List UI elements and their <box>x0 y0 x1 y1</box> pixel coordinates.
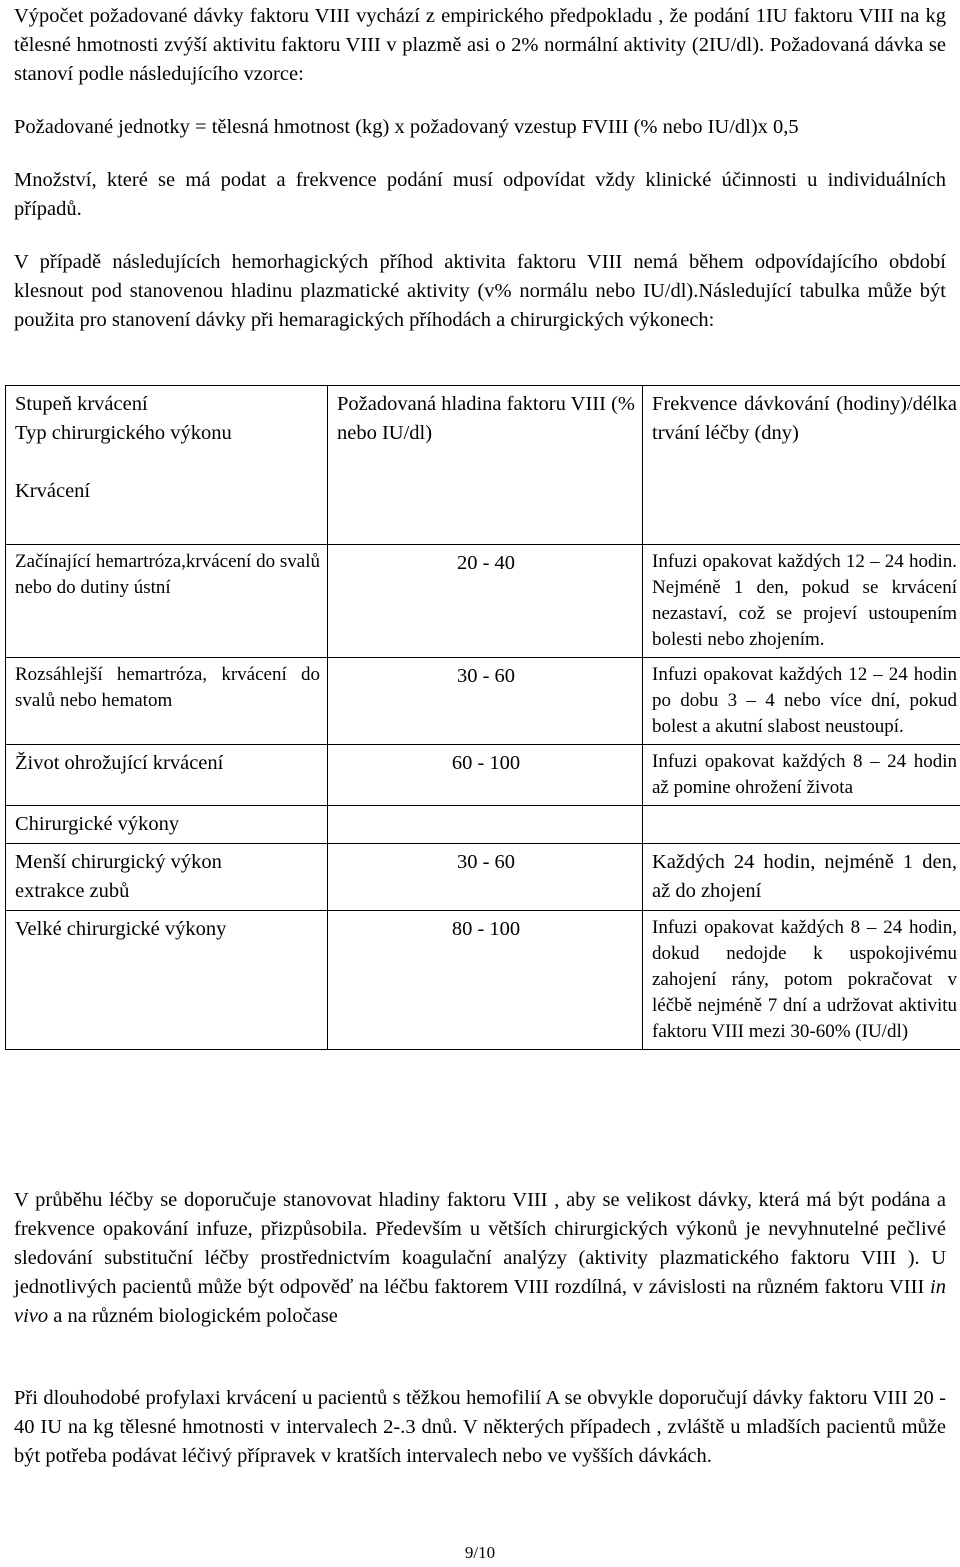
page-number: 9/10 <box>464 1543 496 1562</box>
table-row <box>6 658 960 745</box>
dose-formula: Požadované jednotky = tělesná hmotnost (kg) x požadovaný vzestup FVIII (% nebo IU/dl)x 0,5 <box>14 116 799 138</box>
table-row <box>6 911 960 1050</box>
header-cell-level: Požadovaná hladina faktoru VIII (% nebo IU/dl) <box>328 386 643 545</box>
row-6-type: Velké chirurgické výkony <box>6 911 328 1050</box>
row-5-level: 30 - 60 <box>328 844 643 911</box>
table-row <box>6 745 960 806</box>
header-bleeding: Krvácení <box>15 480 91 502</box>
header-surgery-type: Typ chirurgického výkonu <box>15 422 232 444</box>
monitoring-paragraph <box>14 1186 946 1331</box>
row-5-type-line-1: Menší chirurgický výkon <box>15 851 222 873</box>
monitoring-text-part-2: a na různém biologickém poločase <box>48 1305 338 1327</box>
table-row <box>6 545 960 658</box>
table-header-row <box>6 386 960 545</box>
intro-paragraph-2: Množství, které se má podat a frekvence podání musí odpovídat vždy klinické účinnosti u individuálních případů. <box>14 169 946 220</box>
intro-paragraph-1: Výpočet požadované dávky faktoru VIII vychází z empirického předpokladu , že podání 1IU faktoru VIII na kg tělesné hmotnosti zvýší aktivitu faktoru VIII v plazmě asi o 2% normální aktivity (2IU/dl). Požadovaná dávka se stanoví podle následujícího vzorce: <box>14 5 946 85</box>
row-4-frequency <box>643 806 960 844</box>
monitoring-text-part-1: V průběhu léčby se doporučuje stanovovat hladiny faktoru VIII , aby se velikost dávky, která má být podána a frekvence opakování infuze, přizpůsobila. Především u větších chirurgických výkonů je nevyhnutelné pečlivé sledování substituční léčby prostřednictvím koagulační analýzy (aktivity plazmatického faktoru VIII ). U jednotlivých pacientů může být odpověď na léčbu faktorem VIII rozdílná, v závislosti na různém faktoru VIII <box>14 1189 946 1298</box>
row-5-type-line-2: extrakce zubů <box>15 880 130 902</box>
row-4-type: Chirurgické výkony <box>6 806 328 844</box>
table-row <box>6 806 960 844</box>
row-2-frequency: Infuzi opakovat každých 12 – 24 hodin po dobu 3 – 4 nebo více dní, pokud bolest a akutní slabost neustoupí. <box>643 658 960 745</box>
header-cell-frequency: Frekvence dávkování (hodiny)/délka trvání léčby (dny) <box>643 386 960 545</box>
row-6-frequency: Infuzi opakovat každých 8 – 24 hodin, dokud nedojde k uspokojivému zahojení rány, potom pokračovat v léčbě nejméně 7 dní a udržovat aktivitu faktoru VIII mezi 30-60% (IU/dl) <box>643 911 960 1050</box>
row-5-frequency: Každých 24 hodin, nejméně 1 den, až do zhojení <box>643 844 960 911</box>
row-1-frequency: Infuzi opakovat každých 12 – 24 hodin. Nejméně 1 den, pokud se krvácení nezastaví, což se projeví ustoupením bolesti nebo zhojením. <box>643 545 960 658</box>
header-cell-bleeding <box>6 386 328 545</box>
monitoring-text <box>14 1186 946 1331</box>
row-6-level: 80 - 100 <box>328 911 643 1050</box>
table-row <box>6 844 960 911</box>
dosing-table <box>5 385 960 1050</box>
in-vivo-italic: in vivo <box>14 1276 946 1327</box>
row-3-level: 60 - 100 <box>328 745 643 806</box>
prophylaxis-text: Při dlouhodobé profylaxi krvácení u pacientů s těžkou hemofilií A se obvykle doporučují dávky faktoru VIII 20 - 40 IU na kg tělesné hmotnosti v intervalech 2-.3 dnů. V některých případech , zvláště u mladších pacientů může být potřeba podávat léčivý přípravek v kratších intervalech nebo ve vyšších dávkách. <box>14 1387 946 1467</box>
row-1-type: Začínající hemartróza,krvácení do svalů nebo do dutiny ústní <box>6 545 328 658</box>
intro-paragraph-3: V případě následujících hemorhagických příhod aktivita faktoru VIII nemá během odpovídajícího období klesnout pod stanovenou hladinu plazmatické aktivity (v% normálu nebo IU/dl).Následující tabulka může být použita pro stanovení dávky při hemaragických příhodách a chirurgických výkonech: <box>14 251 946 331</box>
row-2-level: 30 - 60 <box>328 658 643 745</box>
intro-section <box>14 2 946 335</box>
row-3-frequency: Infuzi opakovat každých 8 – 24 hodin až pomine ohrožení života <box>643 745 960 806</box>
row-3-type: Život ohrožující krvácení <box>6 745 328 806</box>
header-bleeding-degree: Stupeň krvácení <box>15 393 148 415</box>
row-4-level <box>328 806 643 844</box>
prophylaxis-paragraph <box>14 1384 946 1471</box>
row-2-type: Rozsáhlejší hemartróza, krvácení do svalů nebo hematom <box>6 658 328 745</box>
row-1-level: 20 - 40 <box>328 545 643 658</box>
row-5-type <box>6 844 328 911</box>
